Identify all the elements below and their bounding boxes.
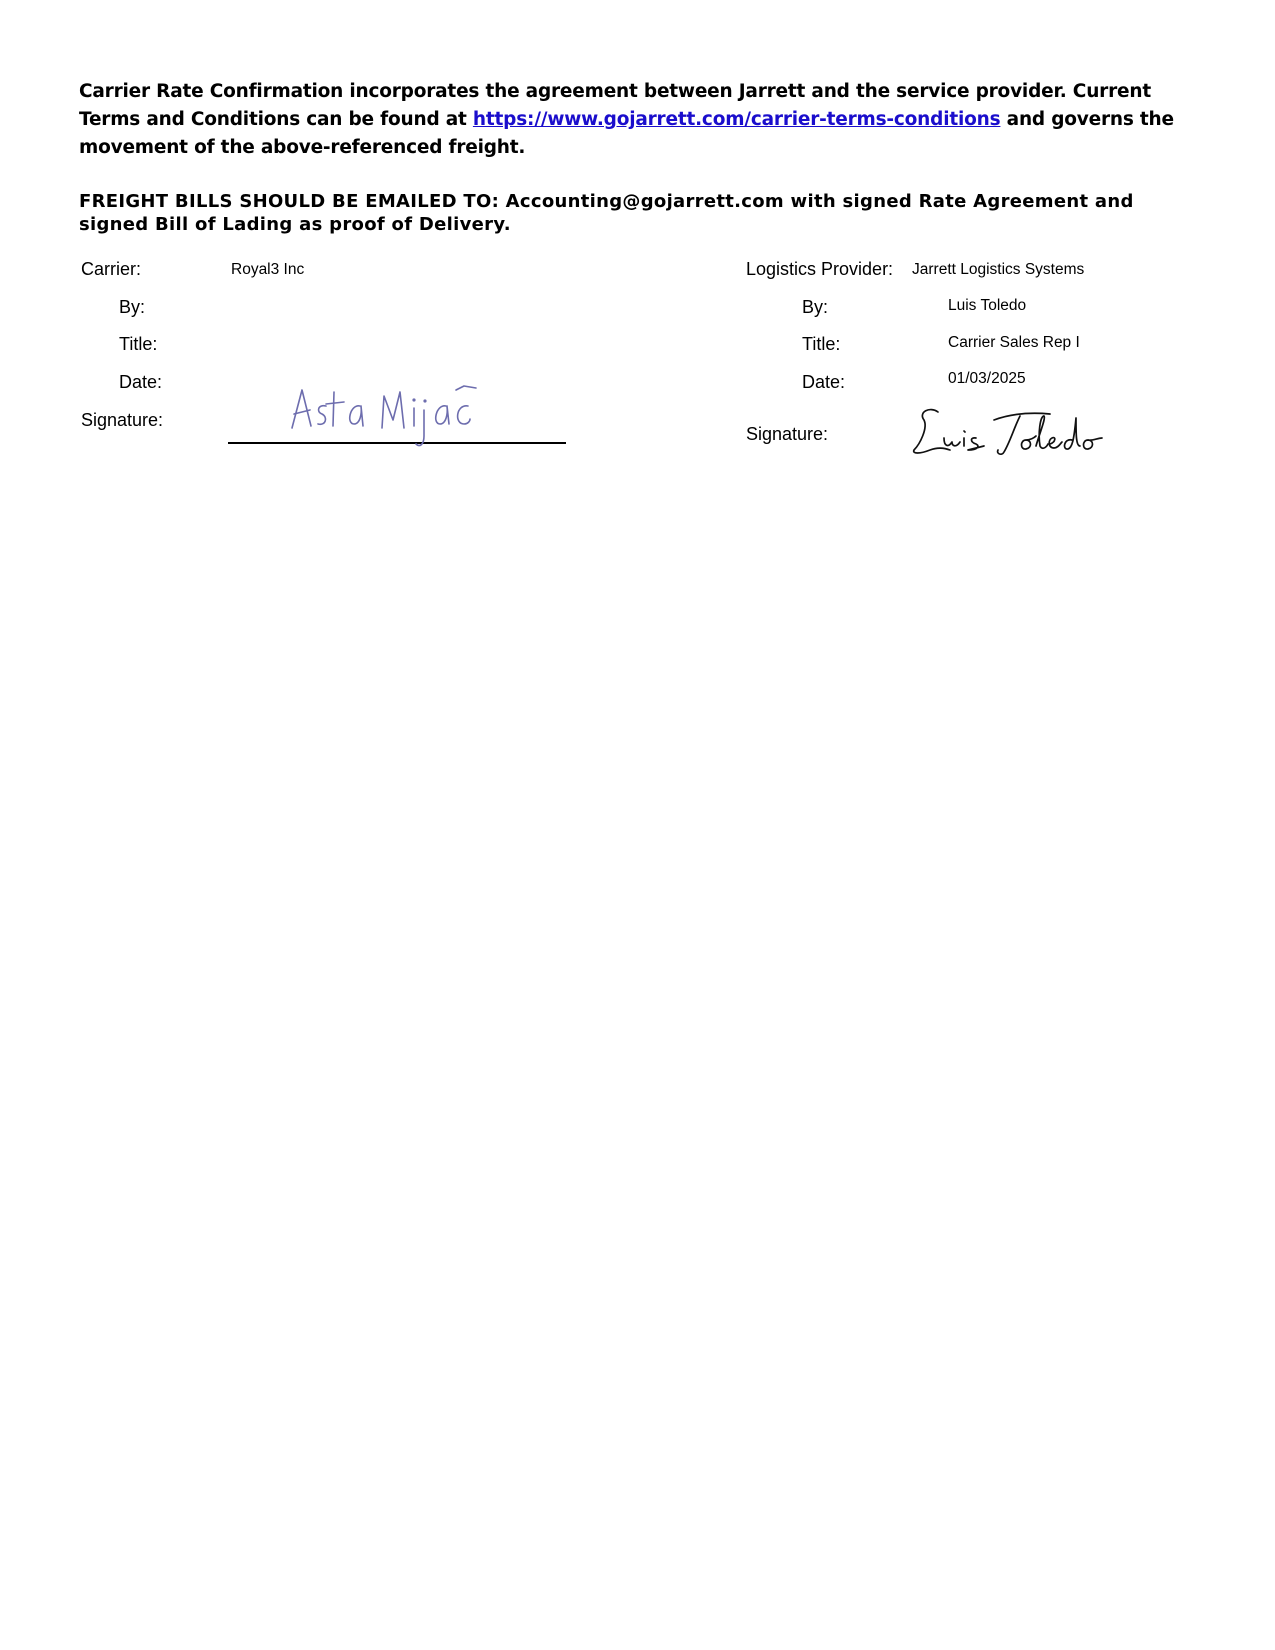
provider-date-label: Date: [802,372,846,392]
carrier-date-label: Date: [119,372,163,392]
provider-title-label: Title: [802,334,841,354]
provider-by-label: By: [802,297,829,317]
carrier-signature-label: Signature: [81,410,164,430]
provider-date-value: 01/03/2025 [948,370,1026,387]
carrier-label: Carrier: [81,259,142,279]
provider-label: Logistics Provider: [746,259,894,279]
provider-by-value: Luis Toledo [948,297,1027,314]
carrier-title-label: Title: [119,334,158,354]
carrier-by-label: By: [119,297,146,317]
provider-signature-label: Signature: [746,424,829,444]
carrier-handwritten-signature [290,384,490,456]
provider-title-value: Carrier Sales Rep I [948,334,1080,351]
terms-paragraph [79,78,1189,162]
carrier-value: Royal3 Inc [231,261,305,278]
terms-text-after: and governs the movement of the above-referenced freight. [79,109,1174,158]
freight-billing-notice: FREIGHT BILLS SHOULD BE EMAILED TO: Accounting@gojarrett.com with signed Rate Agreement and signed Bill of Lading as proof of Delivery. [79,191,1134,235]
provider-value: Jarrett Logistics Systems [912,261,1085,278]
provider-handwritten-signature [910,404,1110,464]
terms-conditions-link[interactable]: https://www.gojarrett.com/carrier-terms-conditions [472,109,1001,130]
terms-text-before: Carrier Rate Confirmation incorporates the agreement between Jarrett and the service provider. Current Terms and Conditions can be found at [79,81,1151,130]
